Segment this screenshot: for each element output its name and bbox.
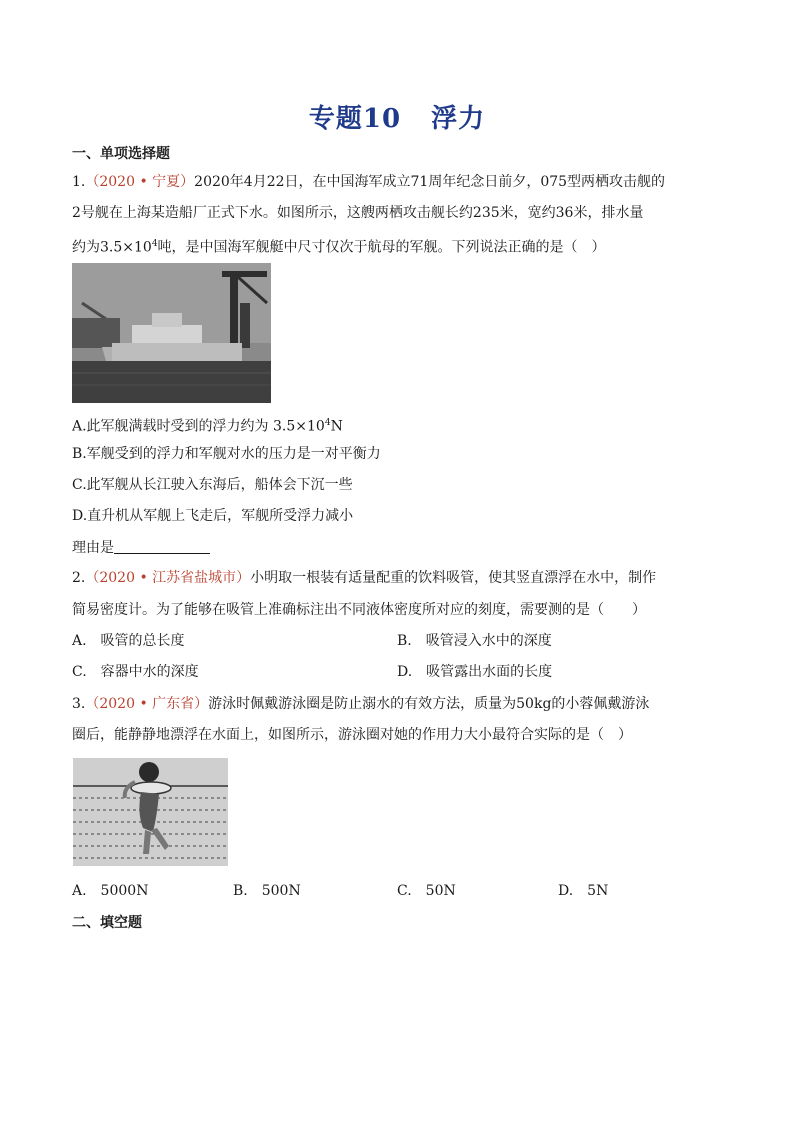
q1-option-b: B.军舰受到的浮力和军舰对水的压力是一对平衡力 bbox=[72, 446, 381, 462]
q1-option-d: D.直升机从军舰上飞走后，军舰所受浮力减小 bbox=[72, 508, 354, 524]
q1-number: 1. bbox=[72, 174, 86, 190]
swimmer-illustration bbox=[73, 758, 228, 866]
q3-option-c: C. 50N bbox=[397, 883, 456, 899]
q1-source: （2020 • 宁夏） bbox=[85, 174, 195, 190]
q2-option-b: B. 吸管浸入水中的深度 bbox=[397, 633, 552, 649]
q2-option-d: D. 吸管露出水面的长度 bbox=[397, 664, 553, 680]
q3-source: （2020 • 广东省） bbox=[85, 696, 209, 712]
title-subject: 浮力 bbox=[431, 104, 486, 134]
q1-reason: 理由是 bbox=[72, 538, 722, 558]
q3-line1: 3.（2020 • 广东省）游泳时佩戴游泳圈是防止溺水的有效方法，质量为50kg的小蓉佩戴游泳 bbox=[72, 696, 650, 712]
q3-option-d: D. 5N bbox=[558, 883, 609, 899]
q3-option-a: A. 5000N bbox=[72, 883, 149, 899]
q3-option-b: B. 500N bbox=[233, 883, 301, 899]
q1-option-a: A.此军舰满载时受到的浮力约为 $3.5\times 10^4N$ bbox=[72, 418, 343, 435]
q2-source: （2020 • 江苏省盐城市） bbox=[85, 570, 251, 586]
q2-option-c: C. 容器中水的深度 bbox=[72, 664, 199, 680]
q2-number: 2. bbox=[72, 570, 86, 586]
q2-line2: 简易密度计。为了能够在吸管上准确标注出不同液体密度所对应的刻度，需要测的是（ ） bbox=[72, 602, 646, 618]
q1-line3: 约为$3.5\times 10^4$吨，是中国海军舰艇中尺寸仅次于航母的军舰。下列说法正确的是（ ） bbox=[72, 239, 606, 256]
q1-line1 bbox=[72, 172, 722, 192]
section-fill-in: 二、填空题 bbox=[72, 915, 142, 931]
warship-photo bbox=[72, 263, 271, 403]
q1-option-c: C.此军舰从长江驶入东海后，船体会下沉一些 bbox=[72, 477, 353, 493]
q3-number: 3. bbox=[72, 696, 86, 712]
q3-line2: 圈后，能静静地漂浮在水面上，如图所示，游泳圈对她的作用力大小最符合实际的是（ ） bbox=[72, 727, 632, 743]
q2-option-a: A. 吸管的总长度 bbox=[72, 633, 185, 649]
title-topic: 专题10 bbox=[308, 104, 402, 134]
section-single-choice: 一、单项选择题 bbox=[72, 146, 170, 162]
page-title bbox=[0, 98, 794, 135]
q1-line2: 2号舰在上海某造船厂正式下水。如图所示，这艘两栖攻击舰长约235米，宽约36米，排水量 bbox=[72, 205, 644, 221]
q2-line1: 2.（2020 • 江苏省盐城市）小明取一根装有适量配重的饮料吸管，使其竖直漂浮在水中，制作 bbox=[72, 570, 657, 586]
q1-text-1: 2020年4月22日，在中国海军成立71周年纪念日前夕，075型两栖攻击舰的 bbox=[194, 174, 666, 190]
answer-blank[interactable] bbox=[114, 539, 210, 554]
